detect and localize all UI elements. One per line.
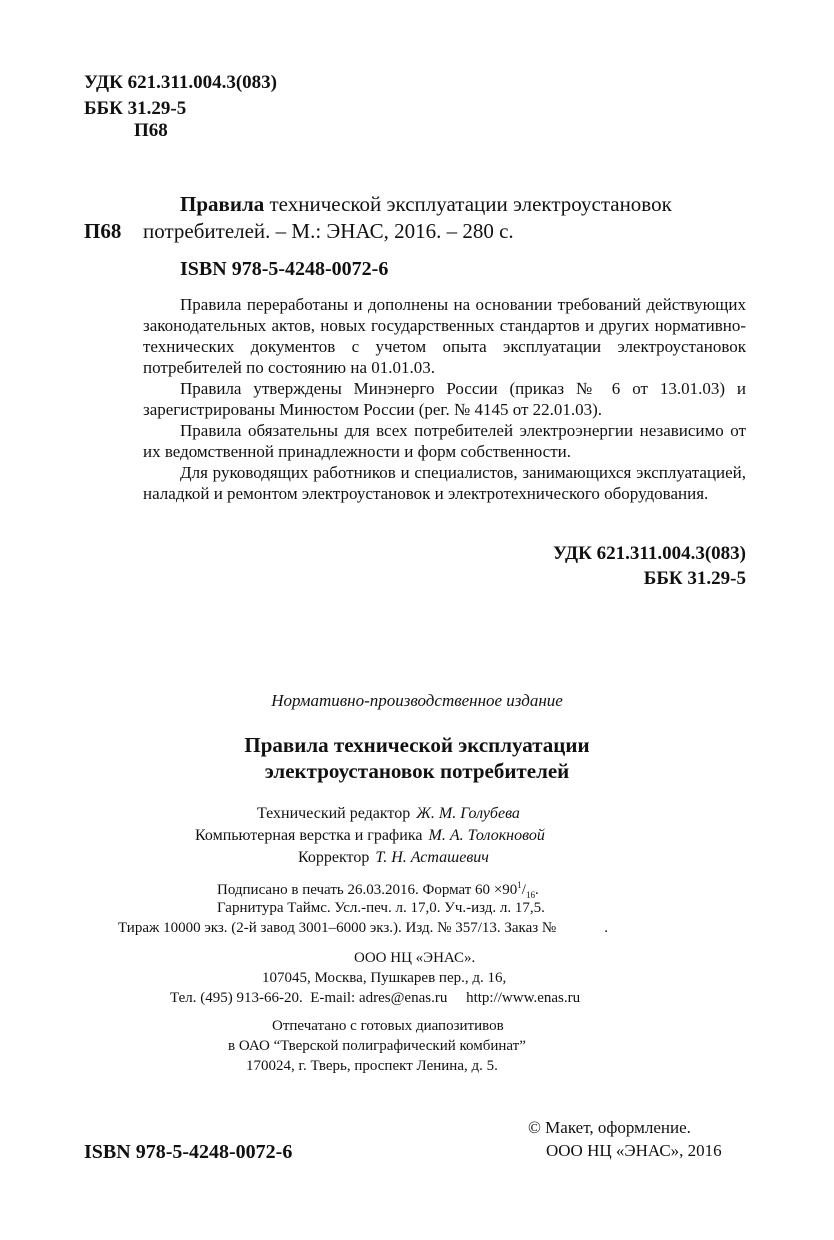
publisher-address: 107045, Москва, Пушкарев пер., д. 16, xyxy=(262,970,507,986)
annotation-paragraph: Правила утверждены Минэнерго России (приказ № 6 от 13.01.03) и зарегистрированы Минюстом России (рег. № 4145 от 22.01.03). xyxy=(143,379,746,419)
book-title-line: Правила технической эксплуатации xyxy=(244,733,590,757)
credit-tech-editor xyxy=(257,805,520,823)
printer-line: в ОАО “Тверской полиграфический комбинат” xyxy=(228,1038,526,1054)
annotation-paragraph: Правила переработаны и дополнены на основании требований действующих законодательных актов, новых государственных стандартов и других нормативно-технических документов с учетом опыта эксплуатации электроустановок потребителей по состоянию на 01.01.03. xyxy=(143,295,746,377)
bbk-code: ББК 31.29-5 xyxy=(84,98,187,119)
printer-line: Отпечатано с готовых диапозитивов xyxy=(272,1018,504,1034)
print-run-text: Тираж 10000 экз. (2-й завод 3001–6000 экз.). Изд. № 357/13. Заказ № xyxy=(118,920,557,936)
entry-title-bold: Правила xyxy=(180,192,265,216)
entry-imprint-line: потребителей. – М.: ЭНАС, 2016. – 280 с. xyxy=(143,219,514,243)
udk-code: УДК 621.311.004.3(083) xyxy=(553,543,746,564)
annotation-paragraph: Для руководящих работников и специалистов, занимающихся эксплуатацией, наладкой и ремонтом электроустановок и электротехнического оборудования. xyxy=(143,463,746,503)
publisher-name: ООО НЦ «ЭНАС». xyxy=(354,950,476,966)
bottom-isbn: ISBN 978-5-4248-0072-6 xyxy=(84,1141,293,1163)
udk-bottom-block xyxy=(553,541,746,591)
entry-isbn: ISBN 978-5-4248-0072-6 xyxy=(180,258,389,280)
copyright-line: ООО НЦ «ЭНАС», 2016 xyxy=(546,1141,722,1160)
credit-role: Технический редактор xyxy=(257,805,411,822)
entry-title-line xyxy=(180,192,672,217)
book-title-line: электроустановок потребителей xyxy=(264,759,570,783)
annotation-paragraph: Правила обязательны для всех потребителей электроэнергии независимо от их ведомственной принадлежности и форм собственности. xyxy=(143,421,746,461)
credit-role: Корректор xyxy=(298,849,370,866)
format-num: 1 xyxy=(517,880,522,890)
edition-type: Нормативно-производственное издание xyxy=(271,691,563,710)
publisher-website: http://www.enas.ru xyxy=(466,990,581,1006)
publisher-email: E-mail: adres@enas.ru xyxy=(310,990,448,1006)
copyright-line: © Макет, оформление. xyxy=(528,1118,691,1137)
credit-name: Т. Н. Асташевич xyxy=(375,849,489,866)
bbk-code: ББК 31.29-5 xyxy=(643,568,746,589)
format-multiplier: × xyxy=(493,882,503,898)
credit-proofreader xyxy=(298,849,489,867)
publisher-contacts xyxy=(170,990,580,1007)
signed-to-print: Подписано в печать 26.03.2016. Формат $60 \times 90^1/_{16}$. xyxy=(217,880,539,900)
credit-name: М. А. Толокновой xyxy=(428,827,545,844)
credit-role: Компьютерная верстка и графика xyxy=(195,827,423,844)
print-run: Тираж 10000 экз. (2-й завод 3001–6000 экз.). Изд. № 357/13. Заказ № . xyxy=(118,920,608,936)
credit-name: Ж. М. Голубева xyxy=(416,805,520,822)
entry-title-rest: технической эксплуатации электроустановок xyxy=(269,192,672,216)
typeface-info: Гарнитура Таймс. Усл.-печ. л. 17,0. Уч.-изд. л. 17,5. xyxy=(217,900,545,916)
udk-top-block xyxy=(84,70,277,122)
author-mark: П68 xyxy=(134,120,168,141)
format-den: 16 xyxy=(525,890,535,900)
credit-layout xyxy=(195,827,545,845)
book-title xyxy=(0,732,834,784)
printer-line: 170024, г. Тверь, проспект Ленина, д. 5. xyxy=(246,1058,498,1074)
annotation xyxy=(143,294,746,504)
signed-text: Подписано в печать 26.03.2016. Формат 60 xyxy=(217,882,491,898)
entry-side-code: П68 xyxy=(84,219,122,243)
format-mult: 90 xyxy=(502,882,518,898)
publisher-phone: Тел. (495) 913-66-20. xyxy=(170,990,303,1006)
udk-code: УДК 621.311.004.3(083) xyxy=(84,72,277,93)
